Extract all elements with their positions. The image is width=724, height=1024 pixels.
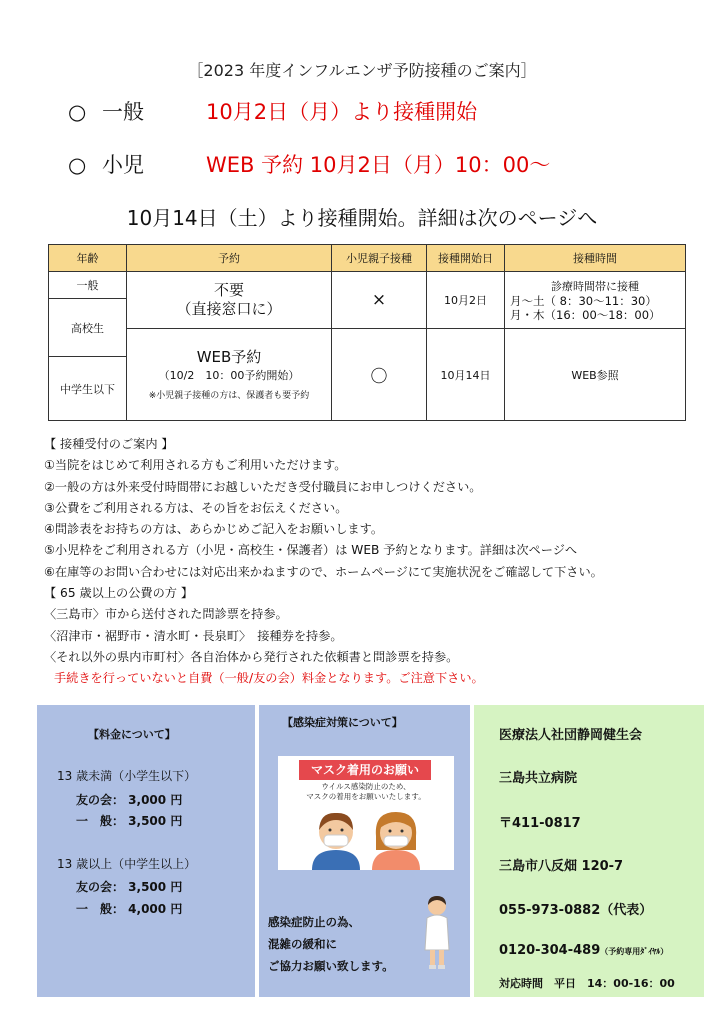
time-line-2: 月・木（16：00～18：00）: [510, 308, 661, 322]
masked-people-illustration: [300, 806, 430, 870]
senior-item: 〈三島市〉市から送付された問診票を持参。: [44, 607, 288, 622]
time-cell-1: [505, 272, 686, 329]
child-date: WEB 予約 10月2日（月）10：00～: [206, 153, 551, 177]
child-row: [68, 149, 550, 179]
reservation-sub-2: （10/2 10：00予約開始）: [158, 369, 300, 382]
hospital-corp: 医療法人社団静岡健生会: [499, 728, 643, 743]
info-item: ②一般の方は外来受付時間帯にお越しいただき受付職員にお申しつけください。: [44, 479, 482, 494]
boy-icon: [312, 813, 360, 870]
page-title: ［2023 年度インフルエンザ予防接種のご案内］: [187, 61, 537, 80]
reservation-main-1: 不要: [213, 281, 244, 299]
schedule-table: [48, 244, 686, 421]
senior-item: 〈それ以外の県内市町村〉各自治体から発行された依頼書と問診票を持参。: [44, 649, 459, 664]
fee-title: 【料金について】: [88, 728, 176, 741]
th-start: 接種開始日: [427, 245, 505, 272]
fee-over13-member: 友の会： 3,500 円: [76, 880, 183, 894]
hospital-freedial-line: [499, 943, 668, 958]
reservation-note-2: ※小児親子接種の方は、保護者も要予約: [148, 391, 310, 401]
hospital-tel: 055-973-0882（代表）: [499, 903, 653, 918]
fee-under13: 13 歳未満（小学生以下）: [57, 769, 197, 783]
hospital-freedial-note: （予約専用ﾀﾞｲﾔﾙ）: [600, 947, 669, 956]
fee-under13-general: 一 般： 3,500 円: [76, 814, 183, 828]
info-item: ①当院をはじめて利用される方もご利用いただけます。: [44, 458, 347, 473]
reservation-cell-2: [127, 329, 332, 421]
hospital-name: 三島共立病院: [499, 771, 578, 786]
th-time: 接種時間: [505, 245, 686, 272]
fee-under13-member: 友の会： 3,000 円: [76, 793, 183, 807]
family-cell-1: ×: [332, 272, 427, 329]
fee-over13-general: 一 般： 4,000 円: [76, 902, 183, 916]
info-item: ③公費をご利用される方は、その旨をお伝えください。: [44, 500, 348, 515]
general-date: 10月2日（月）より接種開始: [206, 100, 478, 124]
age-general: 一般: [49, 272, 127, 299]
time-head-1: 診療時間帯に接種: [551, 280, 639, 293]
child-subtitle: 10月14日（土）より接種開始。詳細は次のページへ: [126, 206, 598, 230]
child-mark: ○: [68, 153, 87, 177]
reservation-main-2: WEB予約: [196, 348, 262, 366]
age-junior: 中学生以下: [49, 357, 127, 421]
infection-msg-1: 感染症防止の為、: [268, 915, 360, 929]
info-section: [44, 434, 704, 690]
general-mark: ○: [68, 100, 87, 124]
start-cell-1: 10月2日: [427, 272, 505, 329]
start-cell-2: 10月14日: [427, 329, 505, 421]
general-row: [68, 96, 477, 126]
senior-title: 【 65 歳以上の公費の方 】: [44, 586, 194, 601]
th-age: 年齢: [49, 245, 127, 272]
mask-banner: マスク着用のお願い: [299, 760, 431, 780]
th-reservation: 予約: [127, 245, 332, 272]
infection-msg-2: 混雑の緩和に: [268, 937, 337, 951]
hospital-zip: 〒411-0817: [499, 816, 581, 831]
bowing-staff-icon: [418, 894, 456, 970]
family-cell-2: 〇: [332, 329, 427, 421]
th-family: 小児親子接種: [332, 245, 427, 272]
warning-text: 手続きを行っていないと自費（一般/友の会）料金となります。ご注意下さい。: [54, 671, 484, 686]
hospital-hours: 対応時間 平日 14：00-16：00: [499, 977, 675, 990]
mask-sub-line-1: ウイルス感染防止のため、: [321, 782, 411, 791]
hospital-freedial: 0120-304-489: [499, 943, 601, 958]
info-title: 【 接種受付のご案内 】: [44, 437, 174, 451]
reservation-sub-1: （直接窓口に）: [176, 300, 282, 318]
age-high: 高校生: [49, 299, 127, 357]
info-item: ⑤小児枠をご利用される方（小児・高校生・保護者）は WEB 予約となります。詳細は次ページへ: [44, 543, 578, 558]
senior-item: 〈沼津市・裾野市・清水町・長泉町〉 接種券を持参。: [44, 628, 343, 643]
time-line-1: 月～土（ 8：30～11：30）: [510, 294, 657, 308]
infection-msg-3: ご協力お願い致します。: [268, 959, 394, 973]
girl-icon: [372, 812, 420, 870]
fee-over13: 13 歳以上（中学生以上）: [57, 857, 197, 871]
hospital-address: 三島市八反畑 120-7: [499, 859, 624, 874]
time-cell-2: WEB参照: [505, 329, 686, 421]
reservation-cell-1: [127, 272, 332, 329]
info-item: ⑥在庫等のお問い合わせには対応出来かねますので、ホームページにて実施状況をご確認して下さい。: [44, 564, 603, 579]
fee-panel: [37, 705, 255, 997]
info-item: ④問診表をお持ちの方は、あらかじめご記入をお願いします。: [44, 522, 384, 537]
mask-sub-line-2: マスクの着用をお願いいたします。: [306, 792, 426, 801]
mask-banner-sub: [278, 782, 454, 802]
infection-title: 【感染症対策について】: [282, 716, 403, 729]
infection-message: [268, 911, 394, 977]
child-label: 小児: [102, 153, 144, 177]
general-label: 一般: [102, 100, 144, 124]
